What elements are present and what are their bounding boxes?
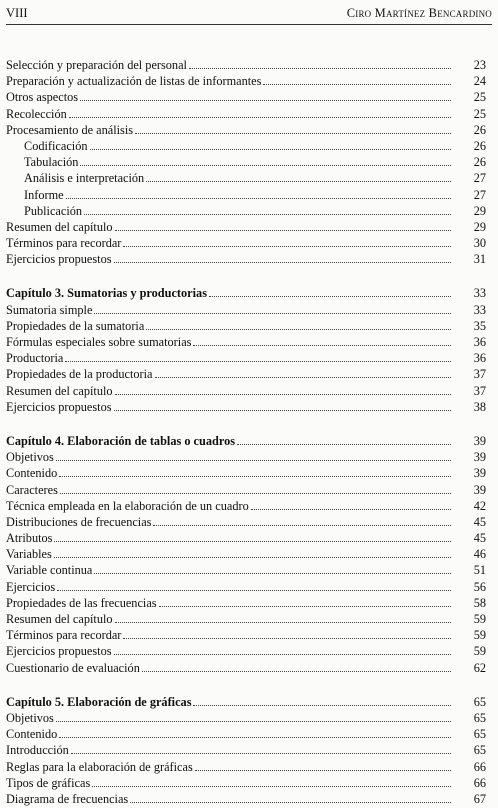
entry-label: Ejercicios propuestos <box>6 252 112 267</box>
dot-leader <box>90 149 451 150</box>
page-number: 65 <box>473 743 486 758</box>
dot-leader <box>84 214 451 215</box>
toc-entry <box>6 400 486 416</box>
entry-label: Reglas para la elaboración de gráficas <box>6 759 193 774</box>
dot-leader <box>115 622 451 623</box>
toc-entry <box>6 661 486 677</box>
dot-leader <box>195 770 451 771</box>
dot-leader <box>155 377 452 378</box>
dot-leader <box>94 313 451 314</box>
dot-leader <box>80 100 451 101</box>
page-number: 30 <box>473 236 486 251</box>
dot-leader <box>142 671 451 672</box>
page-number: 59 <box>473 644 486 659</box>
toc-entry <box>6 74 486 90</box>
toc-entry <box>6 580 486 596</box>
toc-entry <box>6 384 486 400</box>
toc-subentry <box>6 155 486 171</box>
toc-entry <box>6 743 486 759</box>
page-number: 65 <box>473 727 486 742</box>
dot-leader <box>251 509 451 510</box>
entry-label: Cuestionario de evaluación <box>6 660 140 675</box>
dot-leader <box>56 721 451 722</box>
toc-entry <box>6 760 486 776</box>
dot-leader <box>209 296 451 297</box>
page-number: 37 <box>473 367 486 382</box>
page-number: 39 <box>473 433 486 448</box>
toc-entry <box>6 612 486 628</box>
author-name: Ciro Martínez Bencardino <box>346 6 492 20</box>
page-number: 38 <box>473 399 486 414</box>
toc-entry <box>6 107 486 123</box>
dot-leader <box>189 68 451 69</box>
page-number: 59 <box>473 628 486 643</box>
dot-leader <box>54 557 451 558</box>
toc-entry <box>6 531 486 547</box>
entry-label: Caracteres <box>6 482 58 497</box>
toc-entry <box>6 367 486 383</box>
toc-entry <box>6 628 486 644</box>
page-number: 46 <box>473 547 486 562</box>
toc-entry <box>6 596 486 612</box>
chapter-title: Capítulo 5. Elaboración de gráficas <box>6 694 192 709</box>
toc-entry <box>6 499 486 515</box>
running-header <box>6 6 492 22</box>
toc-entry <box>6 727 486 743</box>
dot-leader <box>114 654 451 655</box>
dot-leader <box>80 165 451 166</box>
dot-leader <box>263 84 451 85</box>
page-number: 59 <box>473 612 486 626</box>
page-number: 65 <box>473 710 486 725</box>
page-number: 25 <box>473 90 486 105</box>
entry-label: Variable continua <box>6 563 93 578</box>
entry-label: Informe <box>24 187 64 202</box>
dot-leader <box>115 230 451 231</box>
entry-label: Ejercicios <box>6 579 56 594</box>
chapter-title: Capítulo 3. Sumatorias y productorias <box>6 286 207 301</box>
page-number: 51 <box>473 563 486 578</box>
page-number: 39 <box>473 466 486 481</box>
entry-label: Tabulación <box>24 155 79 170</box>
page-number: 24 <box>473 74 486 89</box>
dot-leader <box>130 802 451 803</box>
toc-entry <box>6 776 486 792</box>
page-number: 25 <box>473 106 486 121</box>
section-gap <box>6 677 486 695</box>
page-number: 27 <box>473 171 486 186</box>
entry-label: Recolección <box>6 106 67 121</box>
page-number: 45 <box>473 531 486 546</box>
page-number: 26 <box>473 138 486 153</box>
dot-leader <box>135 133 451 134</box>
toc-entry <box>6 515 486 531</box>
page-number: 35 <box>473 318 486 333</box>
toc-subentry <box>6 204 486 220</box>
page-number: 66 <box>473 775 486 790</box>
entry-label: Otros aspectos <box>6 90 79 105</box>
entry-label: Propiedades de las frecuencias <box>6 595 157 610</box>
page-number: 29 <box>473 203 486 218</box>
page-number: 36 <box>473 335 486 349</box>
dot-leader <box>71 753 451 754</box>
entry-label: Atributos <box>6 531 53 546</box>
page-number: 36 <box>473 351 486 366</box>
dot-leader <box>57 590 451 591</box>
entry-label: Contenido <box>6 466 58 481</box>
toc-entry <box>6 711 486 727</box>
page-number: 27 <box>473 187 486 202</box>
entry-label: Propiedades de la sumatoria <box>6 318 145 333</box>
dot-leader <box>115 394 451 395</box>
entry-label: Introducción <box>6 743 69 758</box>
toc-entry <box>6 483 486 499</box>
toc-entry <box>6 319 486 335</box>
header-rule <box>6 24 492 25</box>
page-number: 58 <box>473 595 486 610</box>
dot-leader <box>123 638 451 639</box>
section-gap <box>6 268 486 286</box>
toc-subentry <box>6 188 486 204</box>
dot-leader <box>94 573 451 574</box>
dot-leader <box>193 705 451 706</box>
entry-label: Objetivos <box>6 450 54 465</box>
page-number: 39 <box>473 450 486 465</box>
entry-label: Procesamiento de análisis <box>6 122 134 137</box>
dot-leader <box>59 476 451 477</box>
entry-label: Productoria <box>6 351 64 366</box>
entry-label: Resumen del capítulo <box>6 383 113 398</box>
entry-label: Distribuciones de frecuencias <box>6 514 152 529</box>
chapter-heading <box>6 695 486 711</box>
toc-entry <box>6 547 486 563</box>
chapter-heading <box>6 286 486 302</box>
dot-leader <box>59 737 451 738</box>
dot-leader <box>65 361 451 362</box>
dot-leader <box>193 345 451 346</box>
entry-label: Propiedades de la productoria <box>6 367 153 382</box>
toc-entry <box>6 466 486 482</box>
page-number: 26 <box>473 155 486 170</box>
toc-entry <box>6 335 486 351</box>
dot-leader <box>114 262 451 263</box>
page-number: 37 <box>473 383 486 398</box>
entry-label: Términos para recordar <box>6 628 122 643</box>
toc-entry <box>6 220 486 236</box>
table-of-contents <box>6 58 486 808</box>
entry-label: Variables <box>6 547 52 562</box>
toc-entry <box>6 123 486 139</box>
page-number: 23 <box>473 58 486 72</box>
page-number: 29 <box>473 219 486 234</box>
entry-label: Tipos de gráficas <box>6 775 91 790</box>
entry-label: Codificación <box>24 138 88 153</box>
toc-subentry <box>6 171 486 187</box>
entry-label: Términos para recordar <box>6 236 122 251</box>
entry-label: Selección y preparación del personal <box>6 58 187 72</box>
dot-leader <box>123 246 451 247</box>
toc-entry <box>6 351 486 367</box>
page-number: 26 <box>473 122 486 137</box>
toc-subentry <box>6 139 486 155</box>
entry-label: Preparación y actualización de listas de informantes <box>6 74 262 89</box>
dot-leader <box>54 541 451 542</box>
entry-label: Contenido <box>6 727 58 742</box>
dot-leader <box>146 181 451 182</box>
entry-label: Fórmulas especiales sobre sumatorias <box>6 335 192 349</box>
section-gap <box>6 416 486 434</box>
toc-entry <box>6 303 486 319</box>
entry-label: Ejercicios propuestos <box>6 399 112 414</box>
entry-label: Diagrama de frecuencias <box>6 791 129 806</box>
dot-leader <box>237 444 451 445</box>
toc-entry <box>6 58 486 74</box>
dot-leader <box>159 606 451 607</box>
toc-entry <box>6 252 486 268</box>
dot-leader <box>114 410 451 411</box>
page-number: 33 <box>473 286 486 301</box>
chapter-title: Capítulo 4. Elaboración de tablas o cuadros <box>6 433 236 448</box>
page-number: 42 <box>473 498 486 513</box>
entry-label: Resumen del capítulo <box>6 612 113 626</box>
page-number-label: VIII <box>6 6 28 20</box>
page-number: 33 <box>473 302 486 317</box>
entry-label: Ejercicios propuestos <box>6 644 112 659</box>
dot-leader <box>153 525 451 526</box>
page-number: 62 <box>473 660 486 675</box>
toc-entry <box>6 450 486 466</box>
toc-entry <box>6 644 486 660</box>
page-number: 39 <box>473 482 486 497</box>
chapter-heading <box>6 434 486 450</box>
entry-label: Análisis e interpretación <box>24 171 145 186</box>
entry-label: Objetivos <box>6 710 54 725</box>
page-number: 66 <box>473 759 486 774</box>
dot-leader <box>92 786 451 787</box>
entry-label: Sumatoria simple <box>6 302 93 317</box>
dot-leader <box>69 117 451 118</box>
page-number: 31 <box>473 252 486 267</box>
toc-entry <box>6 563 486 579</box>
page-number: 67 <box>473 791 486 806</box>
entry-label: Publicación <box>24 203 83 218</box>
entry-label: Resumen del capítulo <box>6 219 113 234</box>
page-number: 45 <box>473 514 486 529</box>
dot-leader <box>66 198 451 199</box>
toc-entry <box>6 90 486 106</box>
dot-leader <box>146 329 451 330</box>
toc-entry <box>6 236 486 252</box>
dot-leader <box>56 460 451 461</box>
page-number: 65 <box>473 694 486 709</box>
page-number: 56 <box>473 579 486 594</box>
entry-label: Técnica empleada en la elaboración de un cuadro <box>6 498 249 513</box>
dot-leader <box>60 493 451 494</box>
